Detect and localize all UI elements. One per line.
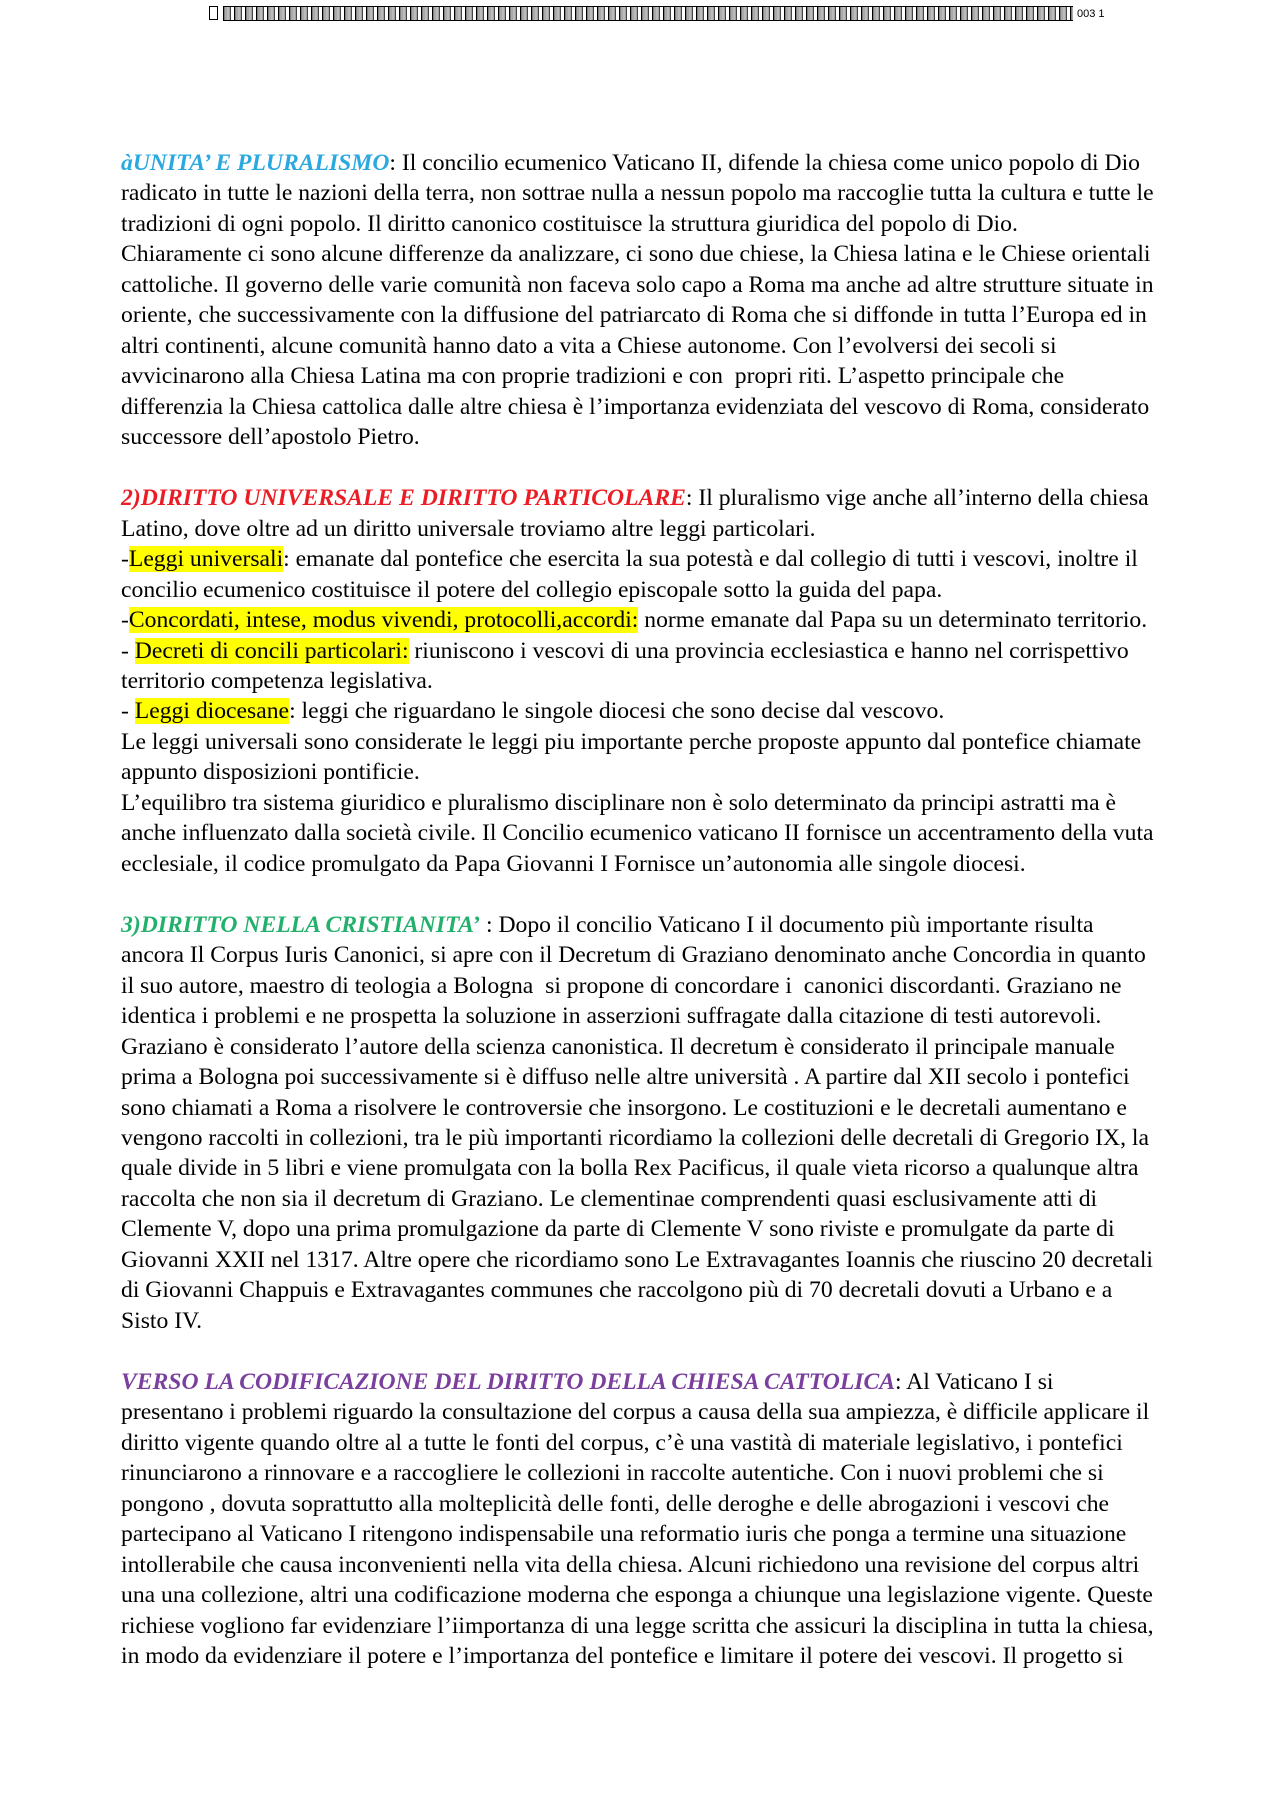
text-run: altri continenti, alcune comunità hanno dato a vita a Chiese autonome. Con l’evolversi dei secoli si — [121, 332, 1057, 359]
text-run: concilio ecumenico costituisce il potere del collegio episcopale sotto la guida del papa. — [121, 576, 943, 603]
text-run: Graziano è considerato l’autore della scienza canonistica. Il decretum è considerato il principale manuale — [121, 1033, 1115, 1060]
highlighted-term: Decreti di concili particolari: — [134, 637, 409, 664]
text-run: Le leggi universali sono considerate le leggi piu importante perche proposte appunto dal pontefice chiamate — [121, 728, 1142, 755]
section-3 — [121, 910, 1221, 1337]
text-run: pongono , dovuta soprattutto alla molteplicità delle fonti, delle deroghe e delle abrogazioni i vescovi che — [121, 1490, 1110, 1517]
text-line — [121, 940, 1221, 970]
highlighted-term: Leggi universali — [128, 546, 284, 573]
text-run: ancora Il Corpus Iuris Canonici, si apre con il Decretum di Graziano denominato anche Concordia in quanto — [121, 942, 1146, 969]
text-run: presentano i problemi riguardo la consultazione del corpus a causa della sua ampiezza, è difficile applicare il — [121, 1399, 1150, 1426]
text-run: di Giovanni Chappuis e Extravagantes communes che raccolgono più di 70 decretali dovuti a Urbano e a — [121, 1277, 1113, 1304]
text-run: vengono raccolti in collezioni, tra le più importanti ricordiamo la collezioni delle decretali di Gregorio IX, la — [121, 1125, 1149, 1151]
header-glyph-band — [223, 6, 1073, 21]
text-line — [121, 300, 1221, 330]
text-line — [121, 178, 1221, 208]
text-line — [121, 696, 1221, 726]
text-line — [121, 544, 1221, 574]
text-line — [121, 575, 1221, 605]
text-line — [121, 239, 1221, 269]
text-run: sono chiamati a Roma a risolvere le controversie che insorgono. Le costituzioni e le decretali aumentano e — [121, 1094, 1127, 1121]
text-run: ecclesiale, il codice promulgato da Papa Giovanni I Fornisce un’autonomia alle singole diocesi. — [121, 850, 1026, 877]
text-run: richiese vogliono far evidenziare l’iimportanza di una legge scritta che assicuri la disciplina in tutta la chiesa, — [121, 1612, 1154, 1639]
text-line — [121, 392, 1221, 422]
text-run: anche influenzato dalla società civile. Il Concilio ecumenico vaticano II fornisce un accentramento della vuta — [121, 820, 1154, 847]
text-run: oriente, che successivamente con la diffusione del patriarcato di Roma che si diffonde in tutta l’Europa ed in — [121, 302, 1147, 329]
header-glyph-box — [209, 6, 218, 20]
text-run: cattoliche. Il governo delle varie comunità non faceva solo capo a Roma ma anche ad altre strutture situate in — [121, 271, 1154, 298]
text-run: Chiaramente ci sono alcune differenze da analizzare, ci sono due chiese, la Chiesa latina e le Chiese orientali — [121, 241, 1151, 268]
text-line — [121, 422, 1221, 452]
highlighted-term: Leggi diocesane — [134, 698, 290, 725]
text-run: - — [121, 637, 135, 664]
text-line — [121, 1184, 1221, 1214]
text-run: radicato in tutte le nazioni della terra, non sottrae nulla a nessun popolo ma raccoglie tutta la cultura e tutte le — [121, 180, 1154, 207]
text-run: appunto disposizioni pontificie. — [121, 759, 420, 786]
text-line — [121, 331, 1221, 361]
text-run: una una collezione, altri una codificazione moderna che esponga a chiunque una legislazione vigente. Queste — [121, 1582, 1153, 1609]
text-line — [121, 1367, 1221, 1397]
text-line — [121, 788, 1221, 818]
text-line — [121, 1032, 1221, 1062]
text-line — [121, 1428, 1221, 1458]
section-heading: àUNITA’ E PLURALISMO — [121, 150, 390, 176]
text-run: - — [121, 607, 129, 634]
text-run: : Il concilio ecumenico Vaticano II, difende la chiesa come unico popolo di Dio — [389, 150, 1140, 176]
section-heading: VERSO LA CODIFICAZIONE DEL DIRITTO DELLA CHIESA CATTOLICA — [121, 1368, 895, 1395]
text-line — [121, 1123, 1221, 1153]
text-line — [121, 361, 1221, 391]
text-line — [121, 1550, 1221, 1580]
text-line — [121, 1062, 1221, 1092]
text-line — [121, 1458, 1221, 1488]
text-run: in modo da evidenziare il potere e l’importanza del pontefice e limitare il potere dei vescovi. Il progetto si — [121, 1642, 1124, 1669]
text-run: norme emanate dal Papa su un determinato territorio. — [638, 607, 1148, 634]
text-run: tradizioni di ogni popolo. Il diritto canonico costituisce la struttura giuridica del popolo di Dio. — [121, 210, 1018, 237]
text-run: L’equilibro tra sistema giuridico e pluralismo disciplinare non è solo determinato da principi astratti ma è — [121, 789, 1117, 816]
text-run: territorio competenza legislativa. — [121, 667, 433, 694]
section-1 — [121, 148, 1221, 453]
text-line — [121, 483, 1221, 513]
text-line — [121, 971, 1221, 1001]
text-run: : leggi che riguardano le singole diocesi che sono decise dal vescovo. — [289, 698, 945, 725]
text-line — [121, 1153, 1221, 1183]
section-2 — [121, 483, 1221, 879]
text-run: : Dopo il concilio Vaticano I il documento più importante risulta — [480, 911, 1094, 938]
text-line — [121, 1306, 1221, 1336]
text-line — [121, 727, 1221, 757]
text-line — [121, 757, 1221, 787]
document-body — [121, 148, 1221, 1702]
text-line — [121, 910, 1221, 940]
text-run: Sisto IV. — [121, 1307, 203, 1334]
text-run: il suo autore, maestro di teologia a Bologna si propone di concordare i canonici discordanti. Graziano ne — [121, 972, 1122, 999]
text-run: Giovanni XXII nel 1317. Altre opere che ricordiamo sono Le Extravagantes Ioannis che riuscino 20 decretali — [121, 1246, 1153, 1273]
text-line — [121, 1611, 1221, 1641]
text-line — [121, 849, 1221, 879]
text-line — [121, 514, 1221, 544]
text-line — [121, 1093, 1221, 1123]
text-line — [121, 148, 1221, 178]
text-run: successore dell’apostolo Pietro. — [121, 424, 420, 451]
text-line — [121, 1489, 1221, 1519]
text-run: - — [121, 546, 129, 573]
text-line — [121, 666, 1221, 696]
text-run: riuniscono i vescovi di una provincia ecclesiastica e hanno nel corrispettivo — [408, 637, 1129, 664]
text-run: diritto vigente quando oltre al a tutte le fonti del corpus, c’è una vastità di materiale legislativo, i pontefici — [121, 1429, 1123, 1456]
text-line — [121, 209, 1221, 239]
text-run: - — [121, 698, 135, 725]
header-page-marker: 003 1 — [1077, 8, 1105, 20]
text-line — [121, 1580, 1221, 1610]
text-run: avvicinarono alla Chiesa Latina ma con proprie tradizioni e con propri riti. L’aspetto principale che — [121, 363, 1065, 390]
text-line — [121, 636, 1221, 666]
text-run: identica i problemi e ne prospetta la soluzione in asserzioni suffragate dalla citazione di testi autorevoli. — [121, 1003, 1102, 1030]
text-run: : Al Vaticano I si — [895, 1368, 1054, 1395]
text-run: : Il pluralismo vige anche all’interno della chiesa — [685, 485, 1149, 512]
text-run: rinunciarono a rinnovare e a raccogliere le collezioni in raccolte autentiche. Con i nuovi problemi che si — [121, 1460, 1104, 1487]
section-4 — [121, 1367, 1221, 1672]
text-line — [121, 1245, 1221, 1275]
text-line — [121, 1001, 1221, 1031]
text-line — [121, 1275, 1221, 1305]
text-line — [121, 818, 1221, 848]
text-line — [121, 1397, 1221, 1427]
text-line — [121, 1519, 1221, 1549]
text-line — [121, 270, 1221, 300]
text-run: prima a Bologna poi successivamente si è diffuso nelle altre università . A partire dal XII secolo i pontefici — [121, 1064, 1130, 1091]
text-line — [121, 1641, 1221, 1671]
text-run: Clemente V, dopo una prima promulgazione da parte di Clemente V sono riviste e promulgate da parte di — [121, 1216, 1115, 1243]
text-run: intollerabile che causa inconvenienti nella vita della chiesa. Alcuni richiedono una revisione del corpus altri — [121, 1551, 1140, 1578]
text-run: partecipano al Vaticano I ritengono indispensabile una reformatio iuris che ponga a termine una situazione — [121, 1521, 1127, 1548]
section-heading: 3)DIRITTO NELLA CRISTIANITA’ — [121, 911, 481, 938]
text-run: : emanate dal pontefice che esercita la sua potestà e dal collegio di tutti i vescovi, inoltre il — [283, 546, 1138, 573]
text-run: quale divide in 5 libri e viene promulgata con la bolla Rex Pacificus, il quale vieta ricorso a qualunque altra — [121, 1155, 1139, 1182]
text-run: differenzia la Chiesa cattolica dalle altre chiesa è l’importanza evidenziata del vescovo di Roma, considerato — [121, 393, 1150, 420]
text-line — [121, 1214, 1221, 1244]
section-heading: 2)DIRITTO UNIVERSALE E DIRITTO PARTICOLARE — [121, 485, 686, 512]
text-run: Latino, dove oltre ad un diritto universale troviamo altre leggi particolari. — [121, 515, 816, 542]
text-run: raccolta che non sia il decretum di Graziano. Le clementinae comprendenti quasi esclusivamente atti di — [121, 1185, 1098, 1212]
highlighted-term: Concordati, intese, modus vivendi, protocolli,accordi: — [128, 607, 639, 634]
text-line — [121, 605, 1221, 635]
